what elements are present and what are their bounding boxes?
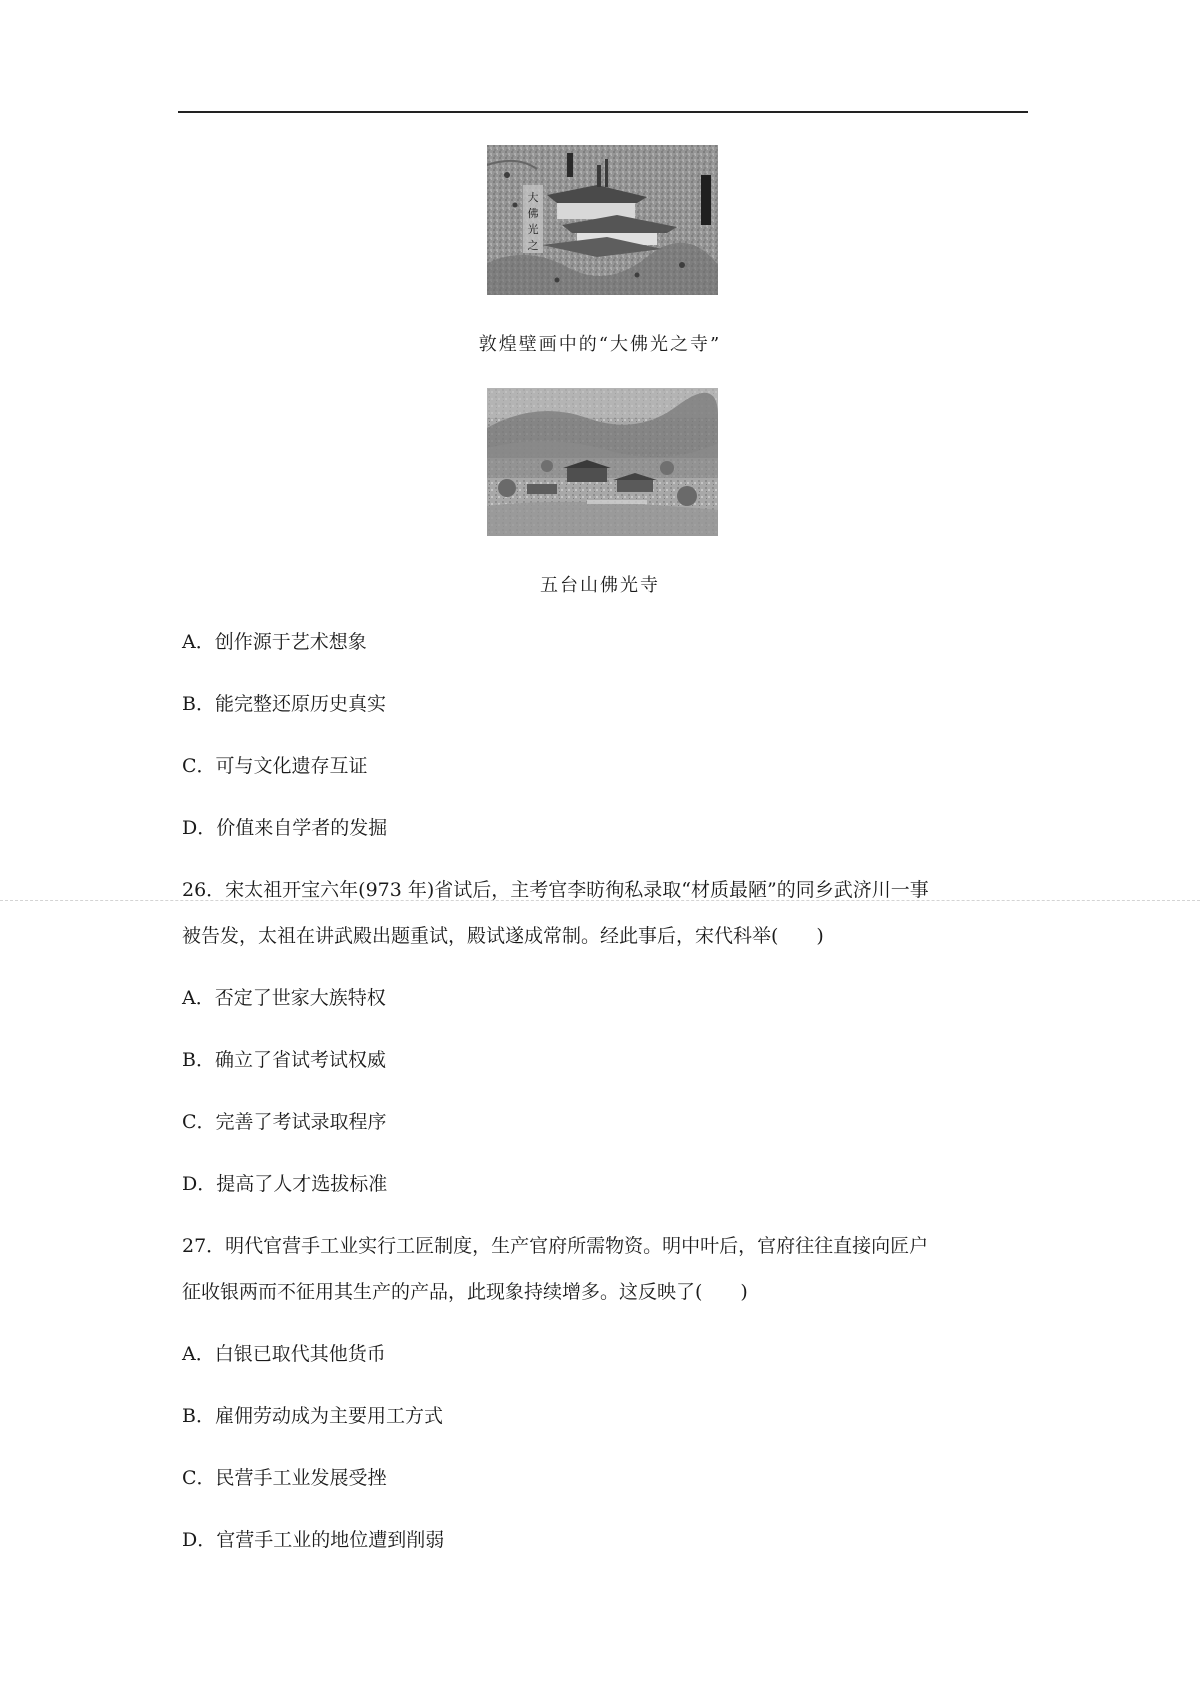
mural-inscription-char-2: 佛: [527, 207, 539, 220]
q25-option-a[interactable]: [182, 627, 367, 654]
option-letter: D．: [182, 817, 217, 839]
option-text: 白银已取代其他货币: [214, 1343, 386, 1365]
q27-option-c[interactable]: [182, 1463, 387, 1490]
header-rule: [178, 111, 1028, 113]
option-letter: D．: [182, 1529, 217, 1551]
q25-option-b[interactable]: [182, 689, 386, 716]
option-text: 可与文化遗存互证: [215, 755, 368, 777]
foguang-temple-photo: [487, 388, 718, 536]
option-letter: C．: [182, 755, 216, 777]
option-letter: D．: [182, 1173, 217, 1195]
option-letter: B．: [182, 693, 215, 715]
q25-option-d[interactable]: [182, 813, 387, 840]
option-letter: C．: [182, 1467, 216, 1489]
option-text: 确立了省试考试权威: [214, 1049, 386, 1071]
mural-inscription-char-4: 之: [527, 239, 539, 252]
option-letter: A．: [182, 1343, 215, 1365]
dunhuang-mural-image: [487, 145, 718, 295]
option-text: 完善了考试录取程序: [215, 1111, 387, 1133]
mural-inscription-char-3: 光: [527, 223, 539, 236]
mural-inscription-char-1: 大: [527, 191, 539, 204]
q27-option-a[interactable]: [182, 1339, 386, 1366]
option-text: 能完整还原历史真实: [214, 693, 386, 715]
q26-stem-line-1: 26．宋太祖开宝六年(973 年)省试后，主考官李昉徇私录取“材质最陋”的同乡武济川一事: [182, 879, 929, 901]
option-letter: B．: [182, 1405, 215, 1427]
option-text: 民营手工业发展受挫: [215, 1467, 387, 1489]
q25-option-c[interactable]: [182, 751, 368, 778]
option-text: 提高了人才选拔标准: [216, 1173, 388, 1195]
option-text: 雇佣劳动成为主要用工方式: [214, 1405, 443, 1427]
option-text: 官营手工业的地位遭到削弱: [216, 1529, 445, 1551]
q26-option-c[interactable]: [182, 1107, 387, 1134]
q26-stem-line-2: 被告发，太祖在讲武殿出题重试，殿试遂成常制。经此事后，宋代科举( ): [182, 925, 824, 947]
q26-option-a[interactable]: [182, 983, 386, 1010]
q26-option-b[interactable]: [182, 1045, 386, 1072]
q27-option-b[interactable]: [182, 1401, 443, 1428]
option-letter: B．: [182, 1049, 215, 1071]
q26-option-d[interactable]: [182, 1169, 387, 1196]
q27-option-d[interactable]: [182, 1525, 444, 1552]
figure-caption-foguang: 五台山佛光寺: [540, 575, 660, 596]
option-text: 创作源于艺术想象: [214, 631, 367, 653]
figure-caption-dunhuang: 敦煌壁画中的“大佛光之寺”: [478, 334, 722, 355]
option-letter: A．: [182, 987, 215, 1009]
q27-stem-line-1: 27．明代官营手工业实行工匠制度，生产官府所需物资。明中叶后，官府往往直接向匠户: [182, 1235, 929, 1257]
q27-stem-line-2: 征收银两而不征用其生产的产品，此现象持续增多。这反映了( ): [182, 1281, 748, 1303]
option-letter: A．: [182, 631, 215, 653]
option-letter: C．: [182, 1111, 216, 1133]
option-text: 否定了世家大族特权: [214, 987, 386, 1009]
option-text: 价值来自学者的发掘: [216, 817, 388, 839]
